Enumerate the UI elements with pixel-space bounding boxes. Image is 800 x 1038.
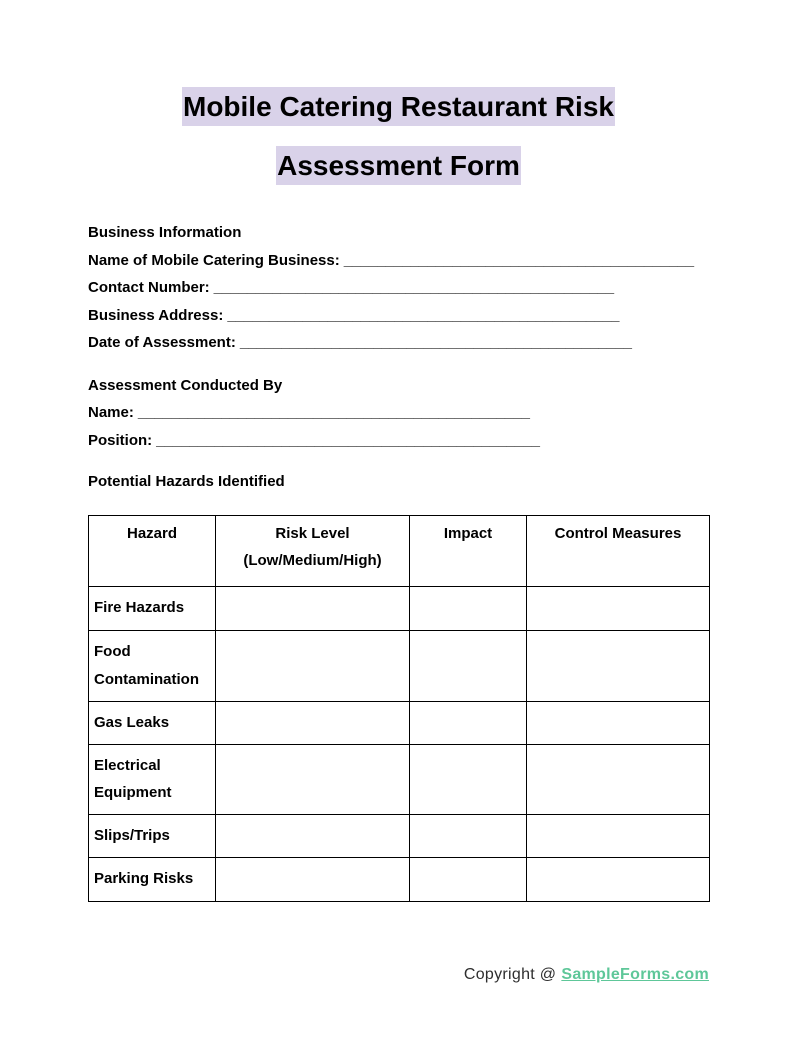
contact-number-label: Contact Number: bbox=[88, 279, 210, 296]
assessor-name-blank: _______________________________________________ bbox=[137, 404, 530, 421]
hazards-table bbox=[88, 515, 710, 902]
field-assessment-date bbox=[88, 329, 709, 357]
hazards-heading: Potential Hazards Identified bbox=[88, 473, 285, 490]
risk-level-cell bbox=[216, 744, 410, 814]
hazard-cell: Gas Leaks bbox=[89, 701, 216, 744]
sampleforms-link[interactable]: SampleForms.com bbox=[561, 965, 709, 983]
assessment-date-label: Date of Assessment: bbox=[88, 334, 236, 351]
header-hazard bbox=[89, 515, 216, 586]
control-measures-cell bbox=[527, 857, 710, 901]
header-control-measures-label: Control Measures bbox=[554, 524, 682, 542]
table-row-parking-risks bbox=[89, 857, 710, 901]
business-name-blank: __________________________________________ bbox=[343, 251, 695, 269]
contact-number-blank: ________________________________________________ bbox=[213, 279, 615, 296]
business-name-label: Name of Mobile Catering Business: bbox=[88, 251, 340, 269]
table-row-electrical-equipment bbox=[89, 744, 710, 814]
page-title bbox=[88, 77, 709, 195]
hazard-cell: Parking Risks bbox=[89, 857, 216, 901]
hazard-cell: Fire Hazards bbox=[89, 586, 216, 630]
impact-cell bbox=[410, 857, 527, 901]
hazard-cell: Slips/Trips bbox=[89, 814, 216, 857]
hazard-cell: Food Contamination bbox=[89, 630, 216, 701]
risk-level-cell bbox=[216, 814, 410, 857]
assessor-section bbox=[88, 372, 709, 455]
hazard-cell: Electrical Equipment bbox=[89, 744, 216, 814]
page-title-line1: Mobile Catering Restaurant Risk bbox=[182, 87, 615, 126]
copyright-text: Copyright @ bbox=[463, 965, 557, 983]
assessor-heading: Assessment Conducted By bbox=[88, 376, 283, 394]
risk-level-cell bbox=[216, 586, 410, 630]
risk-level-cell bbox=[216, 630, 410, 701]
field-business-address bbox=[88, 302, 709, 330]
page-title-line2: Assessment Form bbox=[276, 146, 521, 185]
impact-cell bbox=[410, 744, 527, 814]
header-risk-level bbox=[216, 515, 410, 586]
control-measures-cell bbox=[527, 814, 710, 857]
business-address-blank: _______________________________________________ bbox=[227, 306, 620, 324]
impact-cell bbox=[410, 586, 527, 630]
control-measures-cell bbox=[527, 586, 710, 630]
business-address-label: Business Address: bbox=[88, 306, 224, 324]
hazards-table-header-row bbox=[89, 515, 710, 586]
impact-cell bbox=[410, 701, 527, 744]
control-measures-cell bbox=[527, 701, 710, 744]
table-row-slips-trips bbox=[89, 814, 710, 857]
control-measures-cell bbox=[527, 744, 710, 814]
business-information-section bbox=[88, 219, 709, 357]
field-assessor-position bbox=[88, 427, 709, 455]
assessor-position-label: Position: bbox=[88, 431, 153, 449]
field-business-name bbox=[88, 247, 709, 275]
table-row-food-contamination bbox=[89, 630, 710, 701]
footer bbox=[88, 963, 709, 987]
field-assessor-name bbox=[88, 399, 709, 427]
assessment-date-blank: _______________________________________________ bbox=[239, 334, 632, 351]
impact-cell bbox=[410, 814, 527, 857]
risk-level-cell bbox=[216, 701, 410, 744]
header-impact-label: Impact bbox=[443, 524, 493, 542]
header-hazard-label: Hazard bbox=[126, 524, 178, 542]
impact-cell bbox=[410, 630, 527, 701]
header-risk-level-line1: Risk Level bbox=[275, 524, 350, 542]
control-measures-cell bbox=[527, 630, 710, 701]
risk-level-cell bbox=[216, 857, 410, 901]
assessor-position-blank: ______________________________________________ bbox=[156, 431, 540, 449]
header-control-measures bbox=[527, 515, 710, 586]
header-risk-level-line2: (Low/Medium/High) bbox=[243, 552, 382, 569]
business-information-heading: Business Information bbox=[88, 224, 242, 241]
assessor-name-label: Name: bbox=[88, 404, 134, 421]
table-row-gas-leaks bbox=[89, 701, 710, 744]
field-contact-number bbox=[88, 274, 709, 302]
table-row-fire-hazards bbox=[89, 586, 710, 630]
header-impact bbox=[410, 515, 527, 586]
